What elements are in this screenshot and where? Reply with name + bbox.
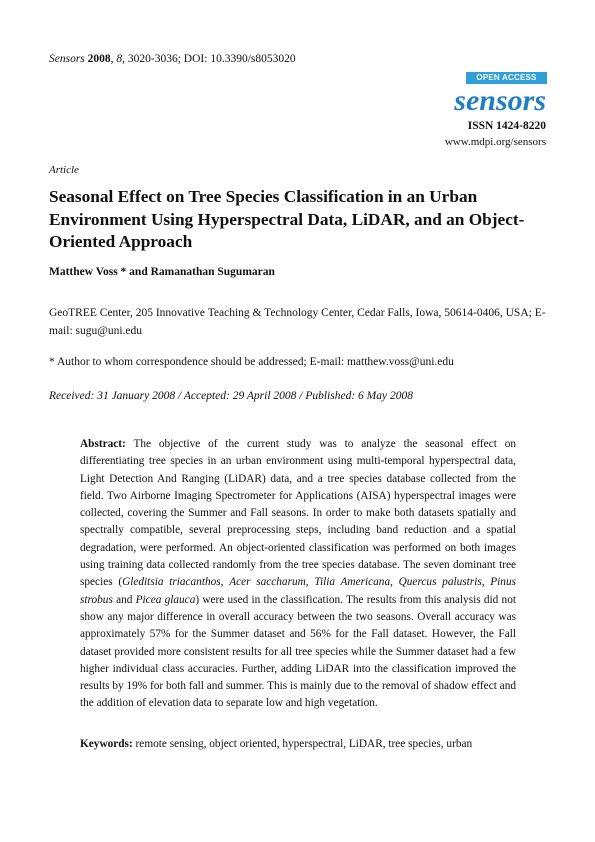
abstract-text-2: ) were used in the classification. The results from this analysis did not show any major difference in overall accuracy between the two seasons. Overall accuracy was approximately 57% for the Summer dataset and 56% for the Fall dataset. However, the Fall dataset provided more consistent results for all tree species while the Summer dataset had a few higher individual class accuracies. Further, adding LiDAR into the classification improved the results by 19% for both fall and summer. This is mainly due to the removal of shadow effect and the addition of elevation data to separate low and high vegetation. [80,593,516,710]
journal-year: 2008 [87,53,111,65]
species-6: Picea glauca [135,593,196,606]
article-type: Article [49,164,79,176]
species-3: Tilia Americana [314,576,391,589]
journal-website: www.mdpi.org/sensors [444,136,546,148]
correspondence-note: * Author to whom correspondence should be addressed; E-mail: matthew.voss@uni.edu [49,356,454,368]
abstract-sep: , [390,576,399,589]
abstract-sep: , [305,576,315,589]
species-2: Acer saccharum [229,576,306,589]
abstract-sep: , [481,576,491,589]
authors: Matthew Voss * and Ramanathan Sugumaran [49,266,275,278]
abstract [80,436,516,713]
journal-volume: 8 [116,53,123,65]
abstract-text-1: The objective of the current study was to analyze the seasonal effect on differentiating tree species in an urban environment using multi-temporal hyperspectral data, Light Detection And Ranging (LiDAR) data, and a tree species database collected from the field. Two Airborne Imaging Spectrometer for Applications (AISA) hyperspectral images were collected, covering the Summer and Fall seasons. In order to make both datasets spatially and spectrally compatible, several preprocessing steps, including band reduction and a spatial degradation, were performed. An object-oriented classification was performed on both images using training data collected randomly from the tree species database. The seven dominant tree species ( [80,438,516,589]
abstract-sep: , [220,576,230,589]
affiliation: GeoTREE Center, 205 Innovative Teaching & Technology Center, Cedar Falls, Iowa, 50614-0406, USA; E-mail: sugu@uni.edu [49,307,546,337]
citation-line: Sensors 2008, 8, 3020-3036; DOI: 10.3390/s8053020 [49,53,296,65]
keywords-label: Keywords: [80,738,133,750]
issn: ISSN 1424-8220 [467,120,546,132]
keywords-text: remote sensing, object oriented, hyperspectral, LiDAR, tree species, urban [132,738,473,750]
journal-logo: sensors [454,84,546,117]
open-access-badge: OPEN ACCESS [466,72,547,84]
journal-pages-doi: , 3020-3036; DOI: 10.3390/s8053020 [122,53,296,65]
publication-dates: Received: 31 January 2008 / Accepted: 29 April 2008 / Published: 6 May 2008 [49,390,413,402]
journal-name: Sensors [49,53,85,65]
species-5: Pinus strobus [80,576,516,606]
abstract-label: Abstract: [80,438,126,450]
species-4: Quercus palustris [398,576,482,589]
species-1: Gleditsia triacanthos [122,576,221,589]
keywords [80,738,516,750]
paper-title: Seasonal Effect on Tree Species Classification in an Urban Environment Using Hyperspectral Data, LiDAR, and an Object-Oriented Approach [49,187,525,251]
abstract-sep: and [112,593,136,606]
